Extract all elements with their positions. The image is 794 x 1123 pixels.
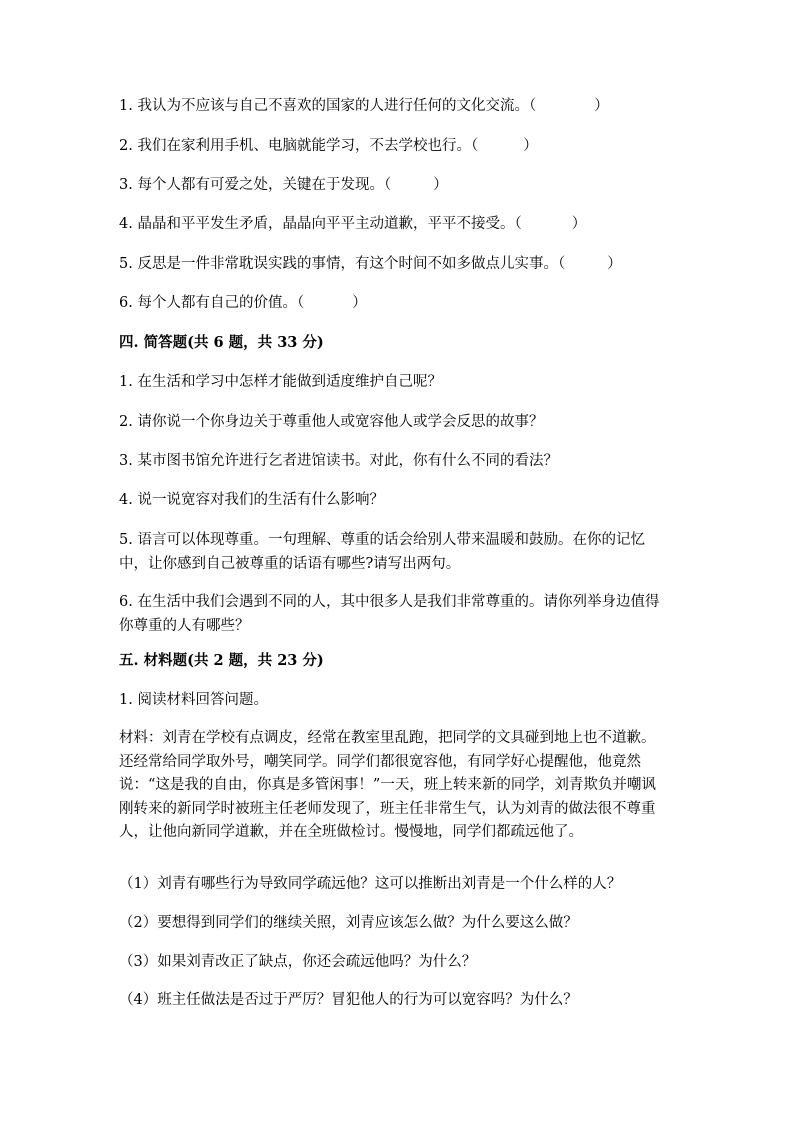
judge-item-text: 1. 我认为不应该与自己不喜欢的国家的人进行任何的文化交流。（	[119, 98, 537, 114]
short-answer-q6: 6. 在生活中我们会遇到不同的人，其中很多人是我们非常尊重的。请你列举身边值得你尊重的人有哪些？	[119, 594, 660, 634]
short-answer-q1: 1. 在生活和学习中怎样才能做到适度维护自己呢？	[119, 374, 442, 390]
material-sub-question-4: （4）班主任做法是否过于严厉？冒犯他人的行为可以宽容吗？为什么？	[119, 992, 578, 1008]
bracket-close: ）	[571, 216, 587, 232]
judge-item-2	[119, 136, 538, 156]
short-answer-q5: 5. 语言可以体现尊重。一句理解、尊重的话会给别人带来温暖和鼓励。在你的记忆中，让你感到自己被尊重的话语有哪些?请写出两句。	[119, 532, 645, 572]
bracket-close: ）	[433, 177, 448, 193]
judge-item-3	[119, 175, 448, 195]
bracket-close: ）	[352, 295, 367, 311]
short-answer-q4: 4. 说一说宽容对我们的生活有什么影响？	[119, 492, 384, 508]
bracket-close: ）	[594, 98, 609, 114]
material-sub-question-3: （3）如果刘青改正了缺点，你还会疏远他吗？为什么？	[119, 954, 477, 970]
judge-item-text: 2. 我们在家利用手机、电脑就能学习，不去学校也行。（	[119, 138, 479, 154]
material-sub-question-2: （2）要想得到同学们的继续关照，刘青应该怎么做？为什么要这么做？	[119, 915, 578, 931]
judge-item-text: 4. 晶晶和平平发生矛盾，晶晶向平平主动道歉，平平不接受。（	[119, 216, 522, 232]
material-sub-question-1: （1）刘青有哪些行为导致同学疏远他？这可以推断出刘青是一个什么样的人？	[119, 876, 622, 892]
judge-item-text: 5. 反思是一件非常耽误实践的事情，有这个时间不如多做点儿实事。（	[119, 256, 566, 272]
judge-item-5	[119, 254, 622, 274]
judge-item-6	[119, 293, 367, 313]
judge-item-4	[119, 214, 586, 234]
judge-item-1	[119, 96, 609, 116]
section-heading-material: 五. 材料题(共 2 题，共 23 分)	[119, 652, 324, 669]
bracket-close: ）	[523, 138, 538, 154]
material-q1: 1. 阅读材料回答问题。	[119, 692, 268, 708]
short-answer-q3: 3. 某市图书馆允许进行乞者进馆读书。对此，你有什么不同的看法？	[119, 453, 558, 469]
judge-item-text: 6. 每个人都有自己的价值。（	[119, 295, 305, 311]
section-heading-short-answer: 四. 简答题(共 6 题，共 33 分)	[119, 334, 324, 351]
bracket-close: ）	[607, 256, 622, 272]
short-answer-q2: 2. 请你说一个你身边关于尊重他人或宽容他人或学会反思的故事？	[119, 414, 544, 430]
material-passage: 材料：刘青在学校有点调皮，经常在教室里乱跑，把同学的文具碰到地上也不道歉。还经常给同学取外号，嘲笑同学。同学们都很宽容他，有同学好心提醒他，他竟然说：“这是我的自由，你真是多管闲事！”一天，班上转来新的同学，刘青欺负并嘲讽刚转来的新同学时被班主任老师发现了，班主任非常生气，认为刘青的做法很不尊重人，让他向新同学道歉，并在全班做检讨。慢慢地，同学们都疏远他了。	[119, 730, 656, 840]
judge-item-text: 3. 每个人都有可爱之处，关键在于发现。（	[119, 177, 392, 193]
